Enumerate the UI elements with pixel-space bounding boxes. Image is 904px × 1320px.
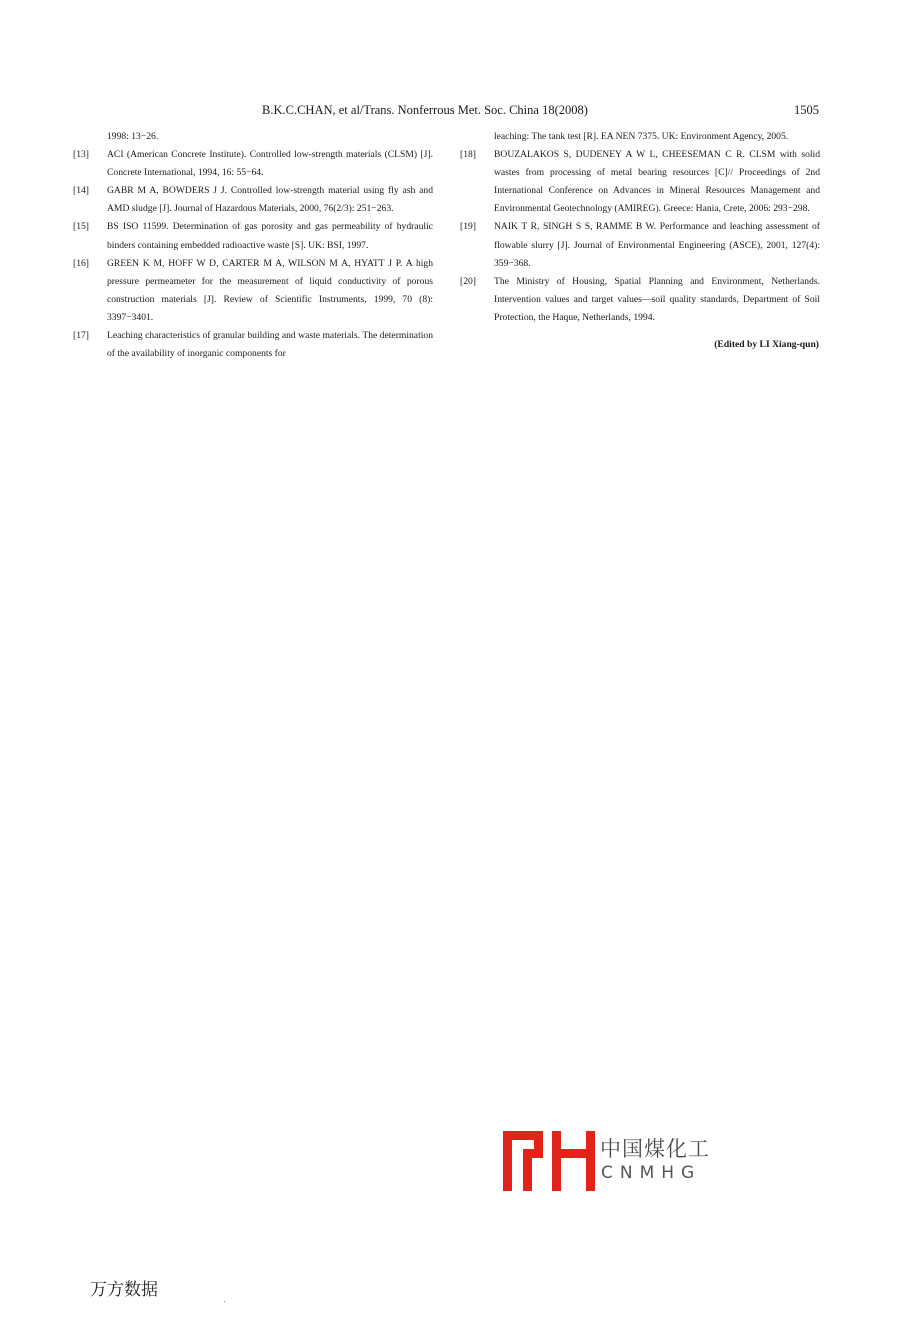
reference-item bbox=[73, 182, 433, 218]
watermark-footer: 万方数据 bbox=[90, 1280, 158, 1300]
reference-number: [19] bbox=[460, 221, 476, 233]
page-number: 1505 bbox=[794, 103, 819, 117]
reference-continuation: 1998: 13−26. bbox=[107, 131, 159, 142]
reference-number: [20] bbox=[460, 275, 476, 287]
reference-item bbox=[73, 218, 433, 254]
right-column bbox=[460, 128, 820, 354]
logo-chinese-name: 中国煤化工 bbox=[600, 1137, 710, 1161]
reference-item bbox=[460, 273, 820, 327]
cnmhg-logo bbox=[503, 1131, 713, 1191]
reference-item bbox=[73, 255, 433, 327]
reference-text: Leaching characteristics of granular building and waste materials. The determination of the availability of inorganic components for bbox=[107, 330, 433, 360]
reference-number: [13] bbox=[73, 149, 89, 161]
reference-text: NAIK T R, SINGH S S, RAMME B W. Performance and leaching assessment of flowable slurry [J]. Journal of Environmental Engineering (ASCE), 2001, 127(4): 359−368. bbox=[494, 221, 820, 269]
reference-item bbox=[460, 146, 820, 218]
stray-dot bbox=[224, 1301, 225, 1302]
reference-text: BS ISO 11599. Determination of gas porosity and gas permeability of hydraulic binders containing embedded radioactive waste [S]. UK: BSI, 1997. bbox=[107, 221, 433, 251]
reference-number: [16] bbox=[73, 257, 89, 269]
logo-english-name: CNMHG bbox=[601, 1163, 702, 1183]
reference-item bbox=[73, 146, 433, 182]
reference-number: [18] bbox=[460, 149, 476, 161]
reference-item bbox=[460, 218, 820, 272]
reference-text: GABR M A, BOWDERS J J. Controlled low-strength material using fly ash and AMD sludge [J]. Journal of Hazardous Materials, 2000, 76(2/3): 251−263. bbox=[107, 185, 433, 215]
reference-number: [17] bbox=[73, 330, 89, 342]
journal-citation-header: B.K.C.CHAN, et al/Trans. Nonferrous Met. Soc. China 18(2008) bbox=[262, 103, 588, 117]
reference-number: [14] bbox=[73, 185, 89, 197]
reference-text: The Ministry of Housing, Spatial Planning and Environment, Netherlands. Intervention values and target values—soil quality standards, Department of Soil Protection, the Haque, Netherlands, 1994. bbox=[494, 275, 820, 323]
reference-text: GREEN K M, HOFF W D, CARTER M A, WILSON M A, HYATT J P. A high pressure permeameter for the measurement of liquid conductivity of porous construction materials [J]. Review of Scientific Instruments, 1999, 70 (8): 3397−3401. bbox=[107, 257, 433, 323]
edited-by-credit: (Edited by LI Xiang-qun) bbox=[714, 339, 819, 351]
reference-text: BOUZALAKOS S, DUDENEY A W L, CHEESEMAN C R. CLSM with solid wastes from processing of metal bearing resources [C]// Proceedings of 2nd International Conference on Advances in Mineral Resources Management and Environmental Geotechnology (AMIREG). Greece: Hania, Crete, 2006: 293−298. bbox=[494, 149, 820, 215]
reference-item bbox=[73, 327, 433, 363]
reference-number: [15] bbox=[73, 221, 89, 233]
reference-continuation: leaching: The tank test [R]. EA NEN 7375. UK: Environment Agency, 2005. bbox=[494, 131, 789, 142]
mh-logo-mark-icon bbox=[503, 1131, 595, 1191]
running-header bbox=[0, 103, 904, 121]
reference-text: ACI (American Concrete Institute). Controlled low-strength materials (CLSM) [J]. Concrete International, 1994, 16: 55−64. bbox=[107, 149, 433, 179]
left-column bbox=[73, 128, 433, 363]
